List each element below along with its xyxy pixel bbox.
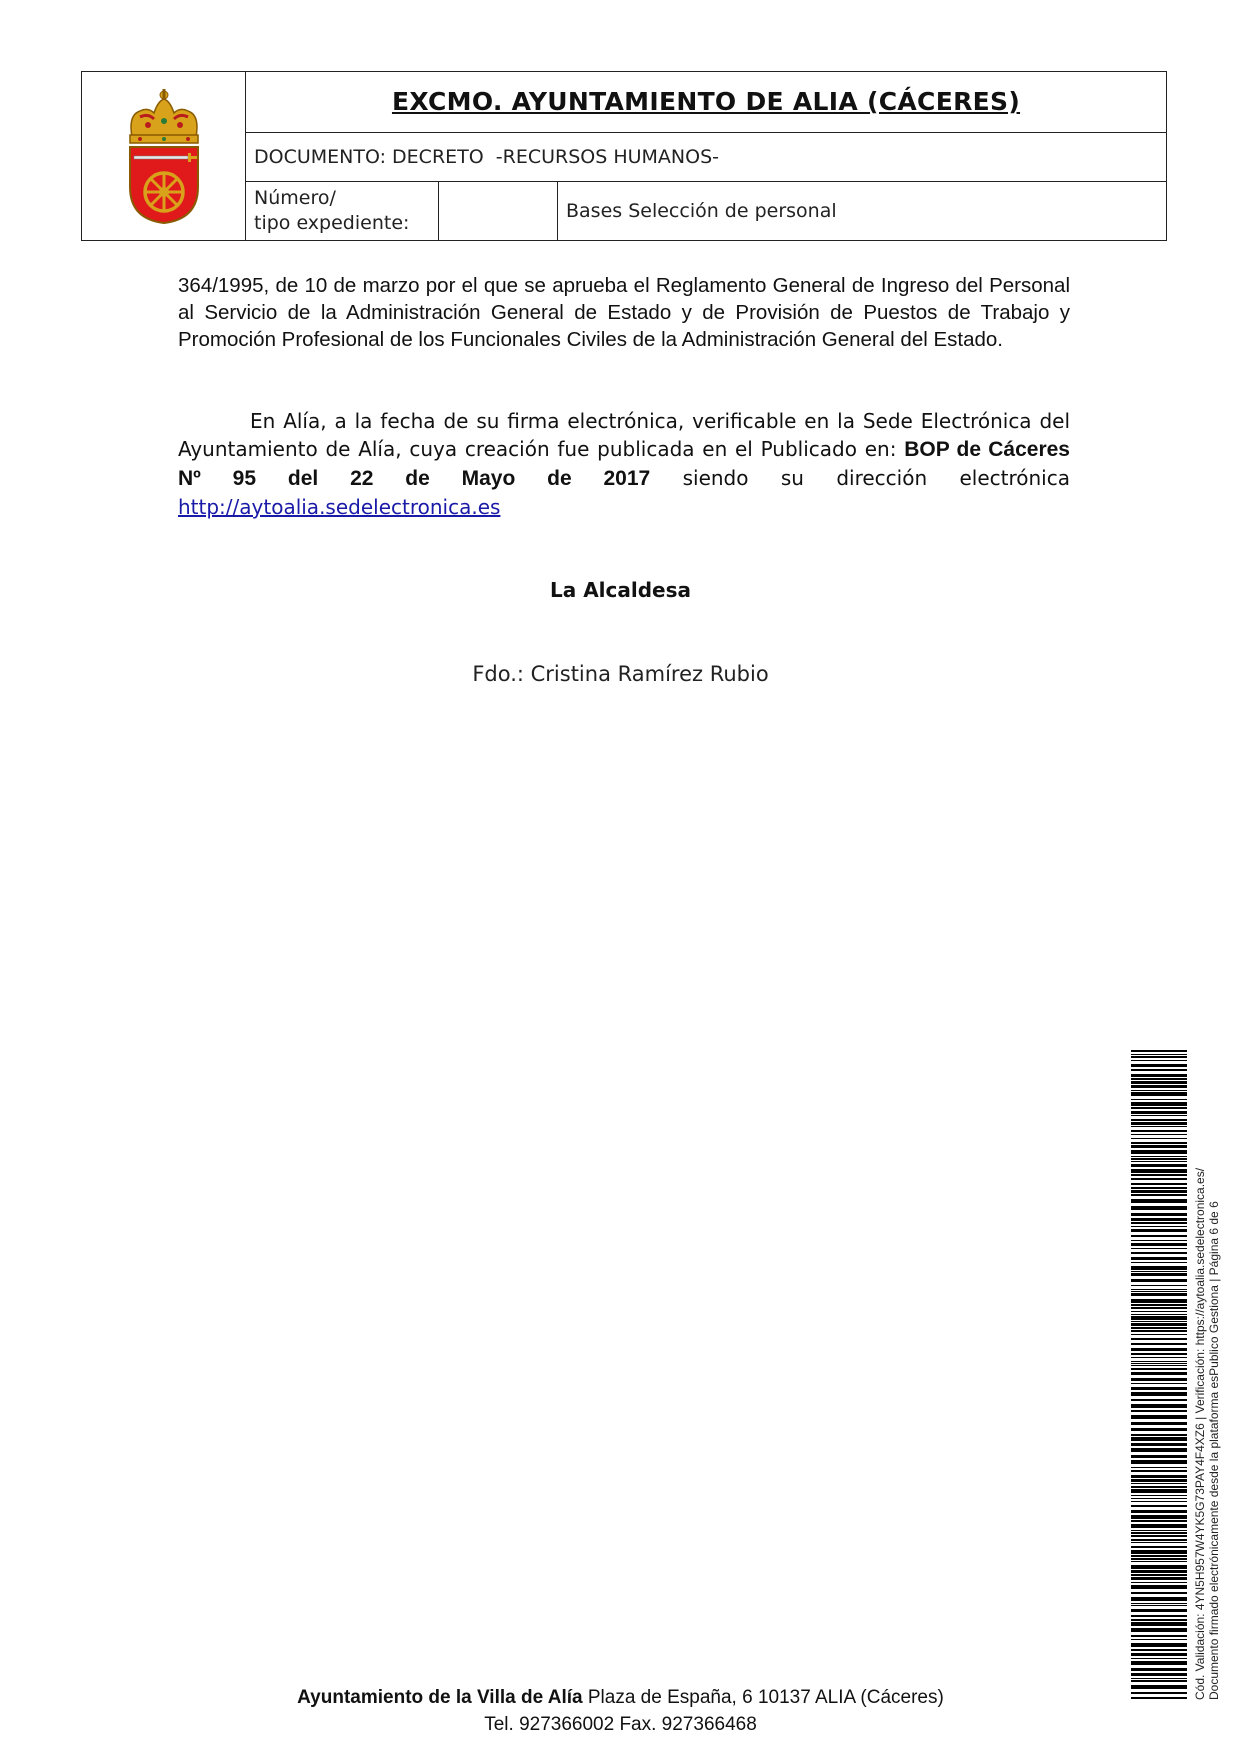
- document-type-row: [246, 133, 1166, 182]
- bop-reference: BOP de Cáceres Nº 95 del 22 de Mayo de 2017: [178, 438, 1070, 490]
- expediente-row: [246, 182, 1166, 240]
- footer-phones: Tel. 927366002 Fax. 927366468: [484, 1714, 757, 1735]
- tipo-expediente-value: Bases Selección de personal: [566, 200, 837, 222]
- footer: [0, 1684, 1241, 1738]
- header-info: [246, 72, 1166, 240]
- paragraph-regulation: 364/1995, de 10 de marzo por el que se aprueba el Reglamento General de Ingreso del Personal al Servicio de la Administración General de Estado y de Provisión de Puestos de Trabajo y Promoción Profesional de los Funcionales Civiles de la Administración General del Estado.: [178, 274, 1070, 351]
- numero-value: [439, 182, 558, 240]
- logo-cell: [82, 72, 246, 240]
- paragraph-signature-note: [178, 407, 1070, 521]
- signer-role: La Alcaldesa: [549, 578, 692, 602]
- coat-of-arms-icon: [118, 87, 210, 225]
- barcode-icon: [1131, 1050, 1187, 1700]
- validation-line: Cód. Validación: 4YN5H957W4YK5G73PAY4F4XZ6 | Verificación: https://aytoalia.sedelectronica.es/: [1193, 1167, 1207, 1700]
- footer-address: Plaza de España, 6 10137 ALIA (Cáceres): [587, 1687, 944, 1708]
- page-title: EXCMO. AYUNTAMIENTO DE ALIA (CÁCERES): [391, 87, 1021, 117]
- numero-label: [246, 182, 439, 240]
- numero-label-line2: tipo expediente:: [254, 212, 410, 234]
- footer-address-line: [0, 1684, 1241, 1711]
- header-table: [81, 71, 1167, 241]
- validation-stamp: [1193, 1100, 1221, 1700]
- paragraph-part1: En Alía, a la fecha de su firma electrónica, verificable en la Sede Electrónica del Ayuntamiento de Alía, cuya creación fue publicada en el Publicado en:: [178, 409, 1070, 461]
- sede-link[interactable]: http://aytoalia.sedelectronica.es: [178, 495, 501, 519]
- footer-org: Ayuntamiento de la Villa de Alía: [297, 1687, 583, 1708]
- title-row: [246, 72, 1166, 133]
- numero-label-line1: Número/: [254, 187, 336, 209]
- signer-name: Fdo.: Cristina Ramírez Rubio: [472, 662, 769, 686]
- document-type: DOCUMENTO: DECRETO -RECURSOS HUMANOS-: [254, 145, 720, 168]
- paragraph-part2: siendo su dirección electrónica: [682, 466, 1070, 490]
- platform-line: Documento firmado electrónicamente desde la plataforma esPublico Gestiona | Página 6 de 6: [1207, 1201, 1221, 1700]
